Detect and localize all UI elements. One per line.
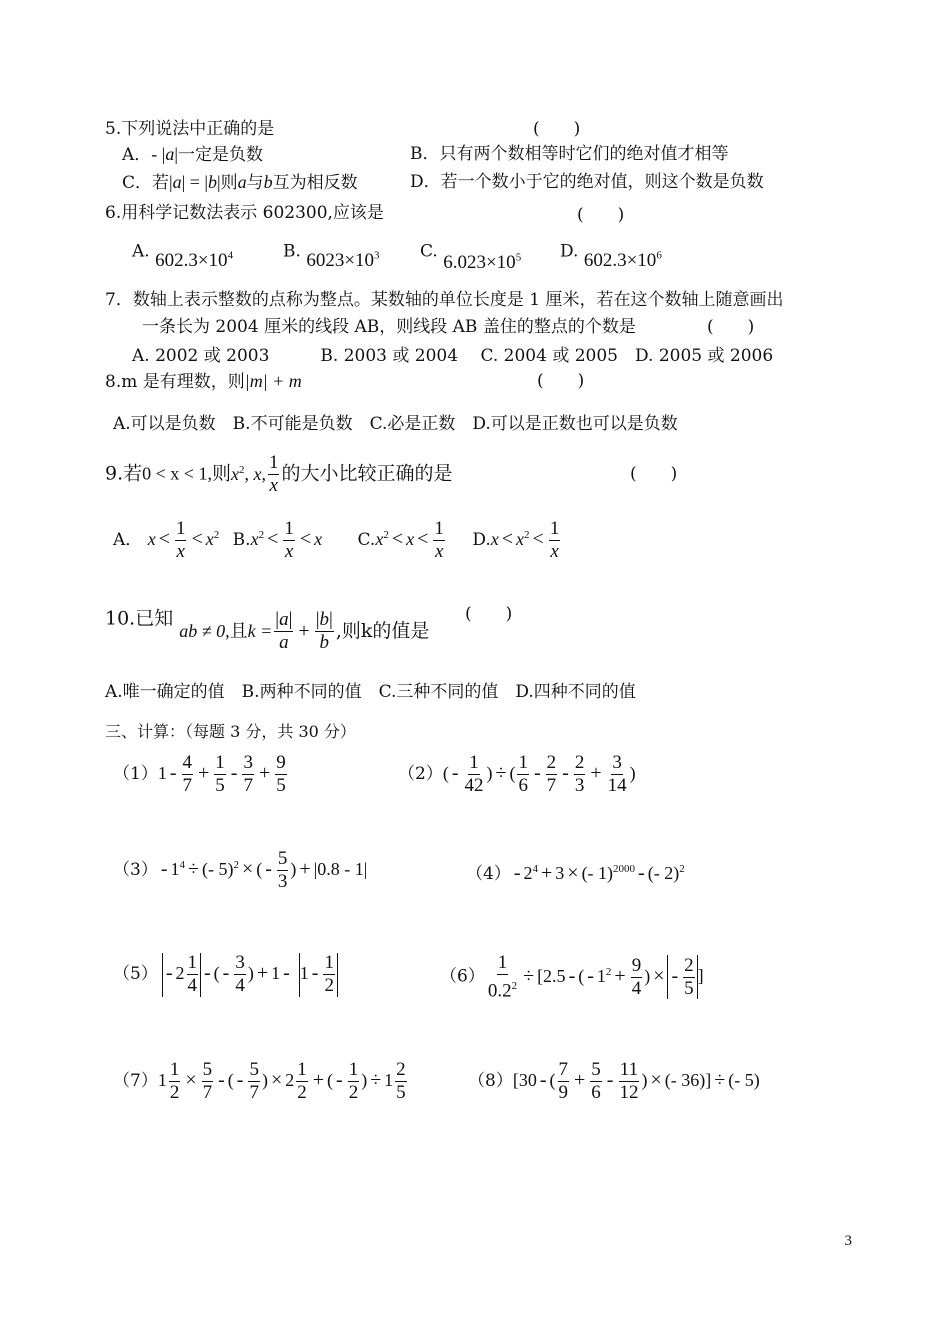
q6-option-b: B. $6023\times 10^3$ [283,241,380,272]
q7-answer-paren: ( ) [707,317,755,337]
calc-6: （6） $\frac{1}{0.2^2}$ ÷ [2.5 - ( - $1^2$ + $\frac{9}{4}$ ) × - $\frac{2}{5}$ ] [440,952,704,1002]
calc-8: （8）[30 - ( $\frac{7}{9}$ + $\frac{5}{6}$ - $\frac{11}{12}$ ) × (- 36)] ÷ (- 5) [468,1059,760,1103]
q9-stem: 9.若0 < x < 1,则$x^2$, x, $\frac{1}{x}$ 的大小比较正确的是 [105,452,453,496]
q5-option-a: A．- |a|一定是负数 [122,144,263,165]
q7-line2: 一条长为 2004 厘米的线段 AB，则线段 AB 盖住的整点的个数是 [142,317,636,337]
page-number: 3 [844,1233,852,1249]
calc-1: （1）1 - $\frac{4}{7}$ + $\frac{1}{5}$ - $\frac{3}{7}$ + $\frac{9}{5}$ [113,752,286,796]
q10-options: A.唯一确定的值 B.两种不同的值 C.三种不同的值 D.四种不同的值 [105,682,636,702]
calc-7: （7）1 $\frac{1}{2}$ × $\frac{5}{7}$ - ( - $\frac{5}{7}$ ) × 2 $\frac{1}{2}$ + ( - $\frac{1}{2}$ ) ÷ 1 $\frac{2}{5}$ [113,1059,406,1103]
calc-3: $(3) - 1^4$ ÷ (- 5)$^2$ × ( - $\frac{5}{3}$ ) + |0.8 - 1| [113,848,368,892]
q8-options: A.可以是负数 B.不可能是负数 C.必是正数 D.可以是正数也可以是负数 [113,414,678,434]
q5-option-b: B．只有两个数相等时它们的绝对值才相等 [410,144,729,164]
q6-option-a: A. $602.3\times 10^4$ [132,241,234,272]
q8-stem: 8.m 是有理数，则|m| + m [105,371,302,392]
q9-options: A． x < $\frac{1}{x}$ < $x^2$ $B.x^2$ < $\frac{1}{x}$ < x $C.x^2 < x$ < $\frac{1}{x}$ $D.x < x^2$ < $\frac{1}{x}$ [113,518,560,562]
q6-option-d: D. $602.3\times 10^6$ [560,241,662,272]
calc-4: $(4) - 2^4 + 3$ × (- 1)$^{2000}$ - (- 2)$^2$ [466,862,685,884]
q8-answer-paren: ( ) [537,371,585,391]
q6-stem: 6.用科学记数法表示 602300,应该是 [105,203,384,223]
q10-stem: 10.已知 ab ≠ 0,且k = $\frac{|a|}{a}$ + $\frac{|b|}{b}$ ,则k的值是 [105,607,430,653]
calc-2: （2）( - $\frac{1}{42}$ ) ÷ ( $\frac{1}{6}$ - $\frac{2}{7}$ - $\frac{2}{3}$ + $\frac{3}{14}$ ) [398,752,636,796]
q10-answer-paren: ( ) [465,604,513,624]
q9-answer-paren: ( ) [630,464,678,484]
q6-answer-paren: ( ) [577,205,625,225]
q7-options: A. 2002 或 2003 B. 2003 或 2004 C. 2004 或 2005 D. 2005 或 2006 [132,346,774,366]
section3-title: 三、计算：（每题 3 分，共 30 分） [105,722,356,741]
q7-line1: 7．数轴上表示整数的点称为整点。某数轴的单位长度是 1 厘米，若在这个数轴上随意画出 [105,290,784,310]
q6-option-c: C. $6.023\times 10^5$ [420,241,522,274]
q5-option-d: D．若一个数小于它的绝对值，则这个数是负数 [410,172,764,192]
q5-option-c: C．若|a| = |b|则a与b互为相反数 [122,172,358,193]
q5-answer-paren: ( ) [533,119,581,139]
q5-stem: 5.下列说法中正确的是 [105,119,275,139]
calc-5: （5） - 2 $\frac{1}{4}$ - ( - $\frac{3}{4}$ ) + 1 - 1 - $\frac{1}{2}$ [113,952,338,997]
